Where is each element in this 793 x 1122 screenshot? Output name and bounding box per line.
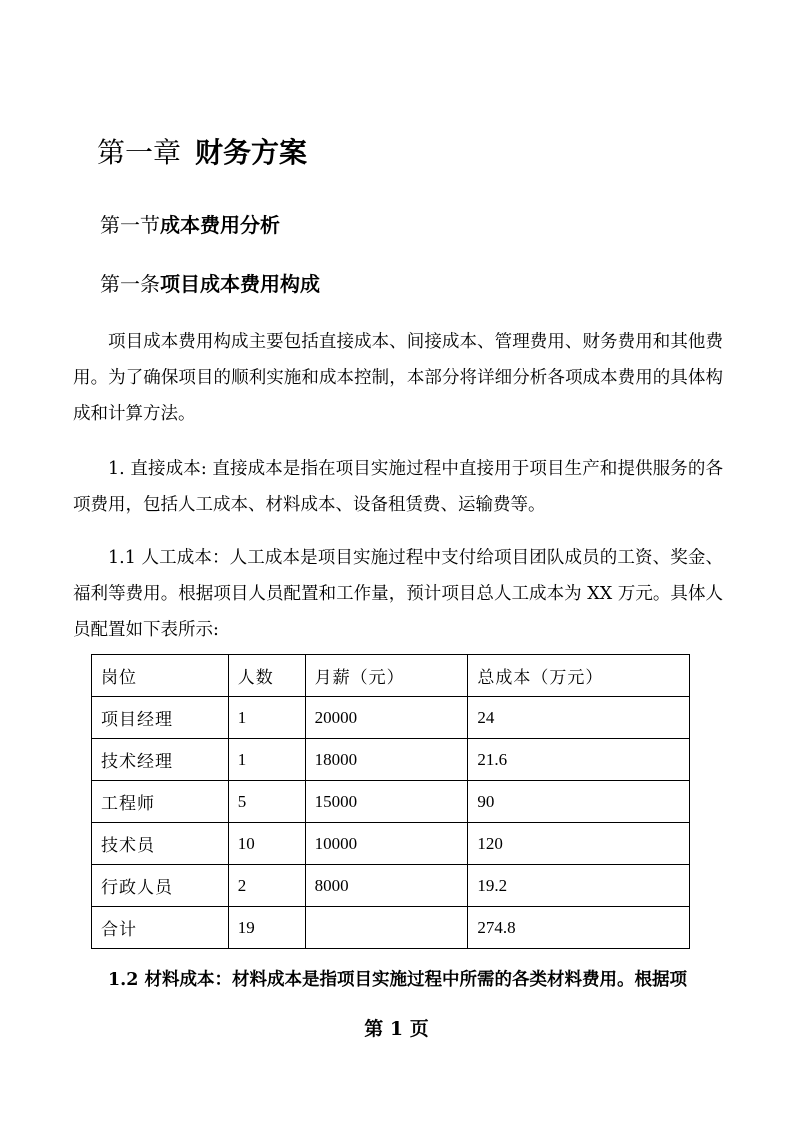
table-cell: 20000 xyxy=(305,697,468,739)
table-cell: 15000 xyxy=(305,781,468,823)
table-cell: 工程师 xyxy=(92,781,229,823)
table-cell: 274.8 xyxy=(468,907,690,949)
section-heading xyxy=(100,210,280,240)
table-cell: 技术经理 xyxy=(92,739,229,781)
table-cell: 项目经理 xyxy=(92,697,229,739)
section-number: 第一节 xyxy=(100,213,160,237)
article-number: 第一条 xyxy=(100,272,160,296)
table-total-row xyxy=(92,907,690,949)
table-cell xyxy=(305,907,468,949)
table-cell: 19 xyxy=(228,907,305,949)
article-title: 项目成本费用构成 xyxy=(160,272,320,296)
table-cell: 18000 xyxy=(305,739,468,781)
table-cell: 24 xyxy=(468,697,690,739)
table-cell: 2 xyxy=(228,865,305,907)
chapter-title xyxy=(97,133,307,173)
header-cell-headcount: 人数 xyxy=(228,655,305,697)
chapter-number: 第一章 xyxy=(97,136,182,169)
direct-cost-paragraph: 1. 直接成本: 直接成本是指在项目实施过程中直接用于项目生产和提供服务的各项费用，包括人工成本、材料成本、设备租赁费、运输费等。 xyxy=(73,459,723,515)
intro-paragraph: 项目成本费用构成主要包括直接成本、间接成本、管理费用、财务费用和其他费用。为了确保项目的顺利实施和成本控制，本部分将详细分析各项成本费用的具体构成和计算方法。 xyxy=(73,332,723,424)
table-header-row xyxy=(92,655,690,697)
table-row xyxy=(92,697,690,739)
table-cell: 10000 xyxy=(305,823,468,865)
table-cell: 8000 xyxy=(305,865,468,907)
chapter-title-text: 财务方案 xyxy=(195,136,308,169)
table-cell: 19.2 xyxy=(468,865,690,907)
header-cell-monthly-salary: 月薪（元） xyxy=(305,655,468,697)
table-row xyxy=(92,865,690,907)
table-cell: 1 xyxy=(228,697,305,739)
table-cell: 5 xyxy=(228,781,305,823)
table-cell: 1 xyxy=(228,739,305,781)
table-cell: 21.6 xyxy=(468,739,690,781)
table-cell: 90 xyxy=(468,781,690,823)
table-row xyxy=(92,739,690,781)
article-heading xyxy=(100,269,320,299)
table-cell: 120 xyxy=(468,823,690,865)
table-cell: 行政人员 xyxy=(92,865,229,907)
table-row xyxy=(92,823,690,865)
staff-cost-table xyxy=(91,654,690,949)
table-row xyxy=(92,781,690,823)
material-cost-paragraph: 1.2 材料成本：材料成本是指项目实施过程中所需的各类材料费用。根据项 xyxy=(108,970,688,990)
labor-cost-paragraph: 1.1 人工成本：人工成本是项目实施过程中支付给项目团队成员的工资、奖金、福利等费用。根据项目人员配置和工作量，预计项目总人工成本为 XX 万元。具体人员配置如下表所示: xyxy=(73,548,723,640)
table-cell: 10 xyxy=(228,823,305,865)
page-number: 第 1 页 xyxy=(364,1018,429,1040)
header-cell-total-cost: 总成本（万元） xyxy=(468,655,690,697)
section-title: 成本费用分析 xyxy=(160,213,280,237)
table-cell: 技术员 xyxy=(92,823,229,865)
table-cell: 合计 xyxy=(92,907,229,949)
header-cell-position: 岗位 xyxy=(92,655,229,697)
